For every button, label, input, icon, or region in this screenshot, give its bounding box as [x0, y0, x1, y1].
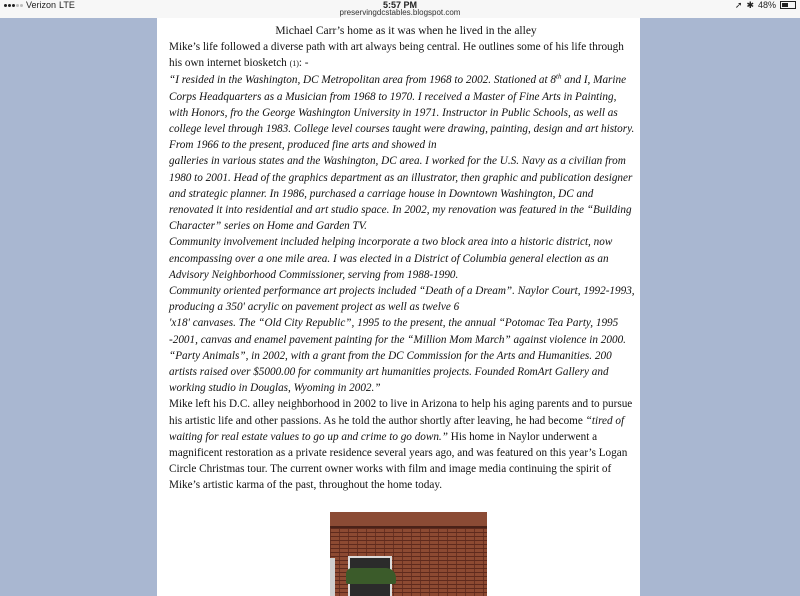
document-content	[169, 23, 637, 494]
url-label[interactable]: preservingdcstables.blogspot.com	[339, 8, 461, 17]
battery-percent: 48%	[757, 0, 776, 10]
status-bar	[0, 0, 800, 18]
roof-edge	[330, 512, 487, 528]
page-title: Michael Carr’s home as it was when he lived in the alley	[275, 25, 537, 37]
porch-post	[330, 558, 335, 596]
closing-text-b: His home in Naylor underwent a magnificent restoration as a private residence several years ago, and was featured on this year’s Logan Circle Christmas tour. The current owner works with film and image media continuing the spirit of Mike’s artistic karma of the past, throughout the home today.	[169, 430, 628, 492]
quote-1-text-a: “I resided in the Washington, DC Metropolitan area from 1968 to 2002. Stationed at 8	[169, 74, 556, 87]
bluetooth-icon: ✱	[746, 0, 754, 10]
quote-paragraph-5: Community oriented performance art projects included “Death of a Dream”. Naylor Court, 1992-1993, producing a 350' acrylic on pavement project as well as twelve 6	[169, 285, 635, 314]
footnote-ref[interactable]: (1)	[289, 59, 299, 69]
quote-1-sup: th	[556, 72, 562, 81]
quote-paragraph-2: From 1966 to the present, produced fine arts and showed in	[169, 139, 437, 152]
intro-text: Mike’s life followed a diverse path with art always being central. He outlines some of his life through his own internet biosketch	[169, 41, 624, 70]
house-photo	[330, 512, 487, 596]
planter	[346, 568, 396, 584]
quote-1-text-b: and I, Marine Corps Headquarters as a Musician from 1968 to 1970. I received a Master of Fine Arts in Painting, with Honors, fro the George Washington University in 1971. Instructor in Public Schools, as well as college level through 1983. College level courses taught were drawing, painting, design and art history.	[169, 74, 635, 136]
quote-paragraph-4: Community involvement included helping incorporate a two block area into a historic district, now encompassing over a one mile area. I was elected in a District of Columbia general election as an Advisory Neighborhood Commissioner, serving from 1988-1990.	[169, 236, 613, 281]
quote-paragraph-6: 'x18' canvases. The “Old City Republic”, 1995 to the present, the annual “Potomac Tea Party, 1995 -2001, canvas and enamel pavement painting for the “Million Mom March” against violence in 2000. “Party Animals”, in 2002, with a grant from the DC Commission for the Arts and Humanities. 200 artists raised over $5000.00 for community art humanities projects. Founded RomArt Gallery and working studio in Douglas, Wyoming in 2002.”	[169, 317, 626, 395]
intro-paragraph	[169, 39, 637, 72]
closing-paragraph	[169, 396, 637, 493]
document-page[interactable]	[157, 18, 640, 596]
carrier-label: Verizon	[26, 0, 57, 10]
closing-text-a: Mike left his D.C. alley neighborhood in 2002 to live in Arizona to help his aging parents and to pursue his artistic life and other passions. As he told the author shortly after leaving, he had become	[169, 398, 633, 427]
quote-paragraph-3: galleries in various states and the Washington, DC area. I worked for the U.S. Navy as a civilian from 1980 to 2001. Head of the graphics department as an illustrator, then graphic and publication designer and strategic planner. In 1986, purchased a carriage house in Downtown Washington, DC and renovated it into residential and art studio space. In 2002, my renovation was featured in the “Building Character” series on Home and Garden TV.	[169, 155, 633, 233]
location-icon: ➚	[734, 0, 743, 10]
quote-paragraph-1	[169, 72, 637, 137]
clock: 5:57 PM	[382, 0, 417, 10]
closing-quote: “tired of waiting for real estate values to go up and crime to go down.”	[169, 414, 625, 443]
intro-suffix: : -	[298, 57, 309, 70]
network-label: LTE	[59, 0, 75, 10]
status-right	[735, 0, 796, 10]
battery-icon	[780, 1, 796, 9]
